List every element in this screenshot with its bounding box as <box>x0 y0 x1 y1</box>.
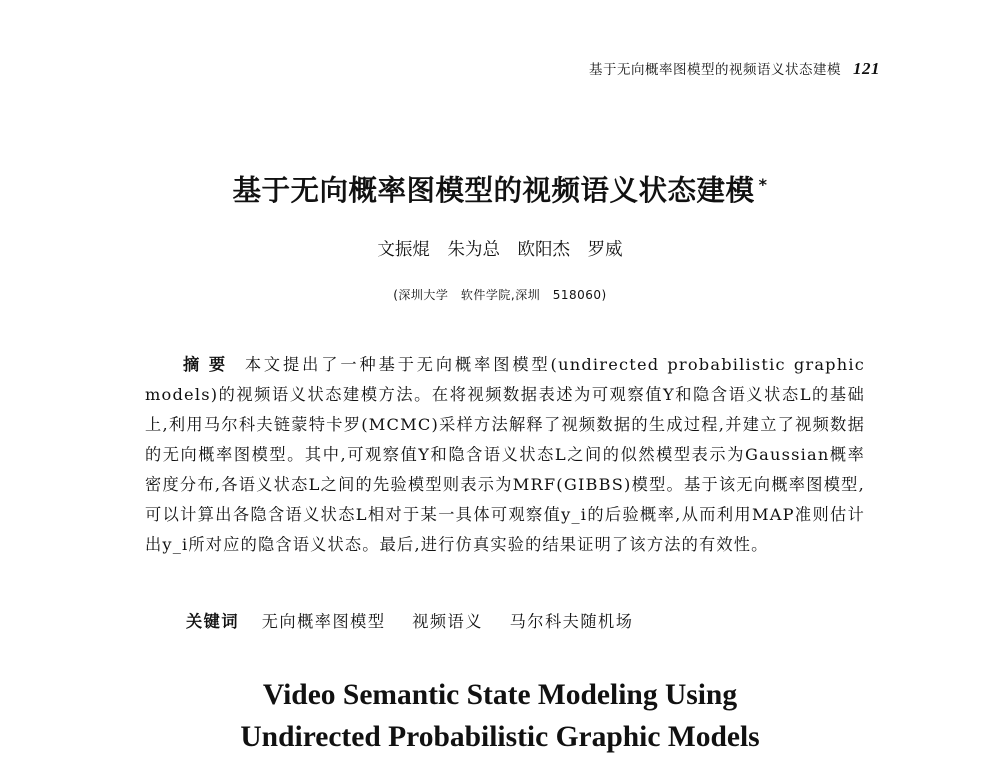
author: 朱为总 <box>447 240 500 260</box>
page-number: 121 <box>853 59 880 78</box>
chinese-title-text: 基于无向概率图模型的视频语义状态建模 <box>232 174 755 207</box>
title-footnote-mark: * <box>758 174 768 194</box>
keywords-label: 关键词 <box>186 612 240 631</box>
running-title: 基于无向概率图模型的视频语义状态建模 <box>589 62 841 78</box>
author: 欧阳杰 <box>517 240 571 260</box>
author-list <box>0 236 1000 261</box>
keywords <box>186 608 886 632</box>
keyword: 视频语义 <box>412 612 483 631</box>
affiliation: (深圳大学 软件学院,深圳 518060) <box>393 288 607 302</box>
english-title-line: Video Semantic State Modeling Using <box>262 679 738 711</box>
abstract-text: 本文提出了一种基于无向概率图模型(undirected probabilistic graphic models)的视频语义状态建模方法。在将视频数据表述为可观察值Y和隐含语义状态L的基础上,利用马尔科夫链蒙特卡罗(MCMC)采样方法解释了视频数据的生成过程,并建立了视频数据的无向概率图模型。其中,可观察值Y和隐含语义状态L之间的似然模型表示为Gaussian概率密度分布,各语义状态L之间的先验模型则表示为MRF(GIBBS)模型。基于该无向概率图模型,可以计算出各隐含语义状态L相对于某一具体可观察值y_i的后验概率,从而利用MAP准则估计出y_i所对应的隐含语义状态。最后,进行仿真实验的结果证明了该方法的有效性。 <box>145 355 866 554</box>
author: 罗威 <box>587 240 623 260</box>
english-title-line: Undirected Probabilistic Graphic Models <box>240 721 760 753</box>
author: 文振焜 <box>377 240 430 260</box>
abstract-label: 摘要 <box>183 355 235 374</box>
english-title <box>0 674 1000 758</box>
keyword: 马尔科夫随机场 <box>509 612 634 631</box>
abstract <box>145 350 865 560</box>
running-header <box>589 58 880 79</box>
chinese-title <box>0 168 1000 209</box>
keyword: 无向概率图模型 <box>261 612 386 631</box>
